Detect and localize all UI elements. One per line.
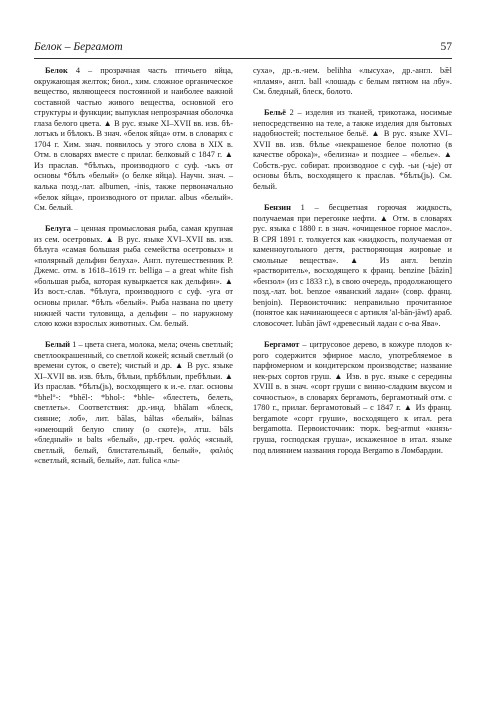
entry-beluga [34,224,233,329]
page-number: 57 [440,41,452,53]
running-head [34,40,452,56]
entry-text: 4 – прозрачная часть птичьего яйца, окружающая желток; биол., хим. сложное органическое вещество, являющееся постоянной и наиболее важной составной частью живого вещества, основной его структуры и функции; выпуклая непрозрачная оболочка глаза белого цвета. ▲ В рус. языке XI–XVII вв. изв. бѣлотъкъ и бѣлокъ. В знач. «белок яйца» отм. в словарях с 1704 г. Хим. знач. появилось у этого слова в XIX в. Отм. в словарях вместе с прилаг. белковый с 1847 г. ▲ Из праслав. *бѣлъкъ, производного с суф. -ъкъ от основы *бѣлъ «белый» (о белке яйца). Научн. знач. – калька позд.-лат. albumen, -inis, также первоначально «белок яйца», производного от прилаг. albus «белый». См. белый. [34,66,233,213]
entry-belok [34,66,233,214]
right-column [253,66,452,456]
headword: Бергамот [264,340,300,350]
entry-text: – ценная промысловая рыба, самая крупная из сем. осетровых. ▲ В рус. языке XVI–XVII вв. изв. бѣлуга «самая большая рыба семейства осетровых» и «полярный дельфин белуха». Англ. путешественник Р. Джемс. отм. в 1618–1619 гг. belliga – a great white fish «большая рыба, которая кувыркается как дельфин». ▲ Из вост.-слав. *бѣлуга, производного с суф. -уга от основы прилаг. *бѣлъ «белый». Рыба названа по цвету нижней части туловища, а дельфин – по наружному слою кожи взрослых животных. См. белый. [34,224,233,329]
header-rule [34,58,452,59]
headword: Бельё [264,108,286,118]
headword: Белуга [45,224,71,234]
headword: Бензин [264,203,291,213]
entry-bergamot [253,340,452,456]
entry-text: 2 – изделия из тканей, трикотажа, носимые непосредственно на теле, а также изделия для бытовых надобностей; постельное бельё. ▲ В рус. языке XVI–XVII вв. изв. бѣлье «некрашеное белое полотно (в качестве оброка)», «белизна» и позднее – «белье». ▲ Собств.-рус. собират. производное с суф. -ьи (-ьје) от основы бѣлъ, восходящего к праслав. *бѣлъ(jь). См. белый. [253,108,452,191]
entry-belyi-continued [253,66,452,98]
entry-belyi [34,340,233,467]
entry-text: суха», др.-в.-нем. belihha «лысуха», др.-англ. bǣl «пламя», англ. ball «лошадь с белым пятном на лбу». См. бледный, блеск, болото. [253,66,452,97]
entry-text: – цитрусовое дерево, в кожуре плодов к-рого содержится эфирное масло, употребляемое в парфюмерном и кондитерском производстве; название нек-рых сортов груш. ▲ Изв. в рус. языке с середины XVIII в. в знач. «сорт груши с винно-сладким вкусом и сочностью», в словарях бергамоть, бергамотный отм. с 1780 г., прилаг. бергамотовый – с 1847 г. ▲ Из франц. bergamote «сорт груши», восходящего к итал. pera bergamotta. Первоисточник: тюрк. beg-armut «князь-груша, господская груша», искаженное в итал. языке под влиянием названия города Bergamo в Ломбардии. [253,340,452,455]
left-column [34,66,233,467]
headword: Белок [45,66,68,75]
entry-text: 1 – цвета снега, молока, мела; очень светлый; светлоокрашенный, со светлой кожей; ясный светлый (о времени суток, о свете); чистый и др. ▲ В рус. языке XI–XVII вв. изв. бѣлъ, бѣлыи, прѣбѣлыи, пребѣлыи. ▲ Из праслав. *бѣлъ(jь), восходящего к и.-е. глаг. основы *bhel°-: *bhēl-: *bhol-: *bhle- «блестеть, белеть, светлеть». Соответствия: др.-инд. bhālam «блеск, сияние; лоб», лит. bālas, báltas «белый», bálnas «имеющий белую спину (о скоте)», лтш. bāls «бледный» и balts «белый», др.-греч. φαλός «ясный, светлый, белый, блистательный, белый», φαλιός «светлый, ясный, белый», лат. fulica «лы- [34,340,233,466]
headword: Белый [45,340,71,350]
entry-benzin [253,203,452,330]
running-title: Белок – Бергамот [34,41,123,53]
entry-text: 1 – бесцветная горючая жидкость, получаемая при перегонке нефти. ▲ Отм. в словарях рус. языка с 1880 г. в знач. «очищенное горное масло». В СРЯ 1891 г. толкуется как «жидкость, получаемая от каменноугольного дегтя, растворяющая жировые и смольные вещества». ▲ Из англ. benzin «растворитель», восходящего к франц. benzine [bāzin] «бензол» (из с 1833 г.), в свою очередь, продолжающего позд.-лат. bot. benzoe «яванский ладан» (совр. франц. benjoin). Первоисточник: неправильно прочитанное (понятое как начинающееся с артикля 'al-bān-jāwī) араб. словосочет. lubān jāwī «древесный ладан с о-ва Ява». [253,203,452,329]
entry-belyo [253,108,452,192]
